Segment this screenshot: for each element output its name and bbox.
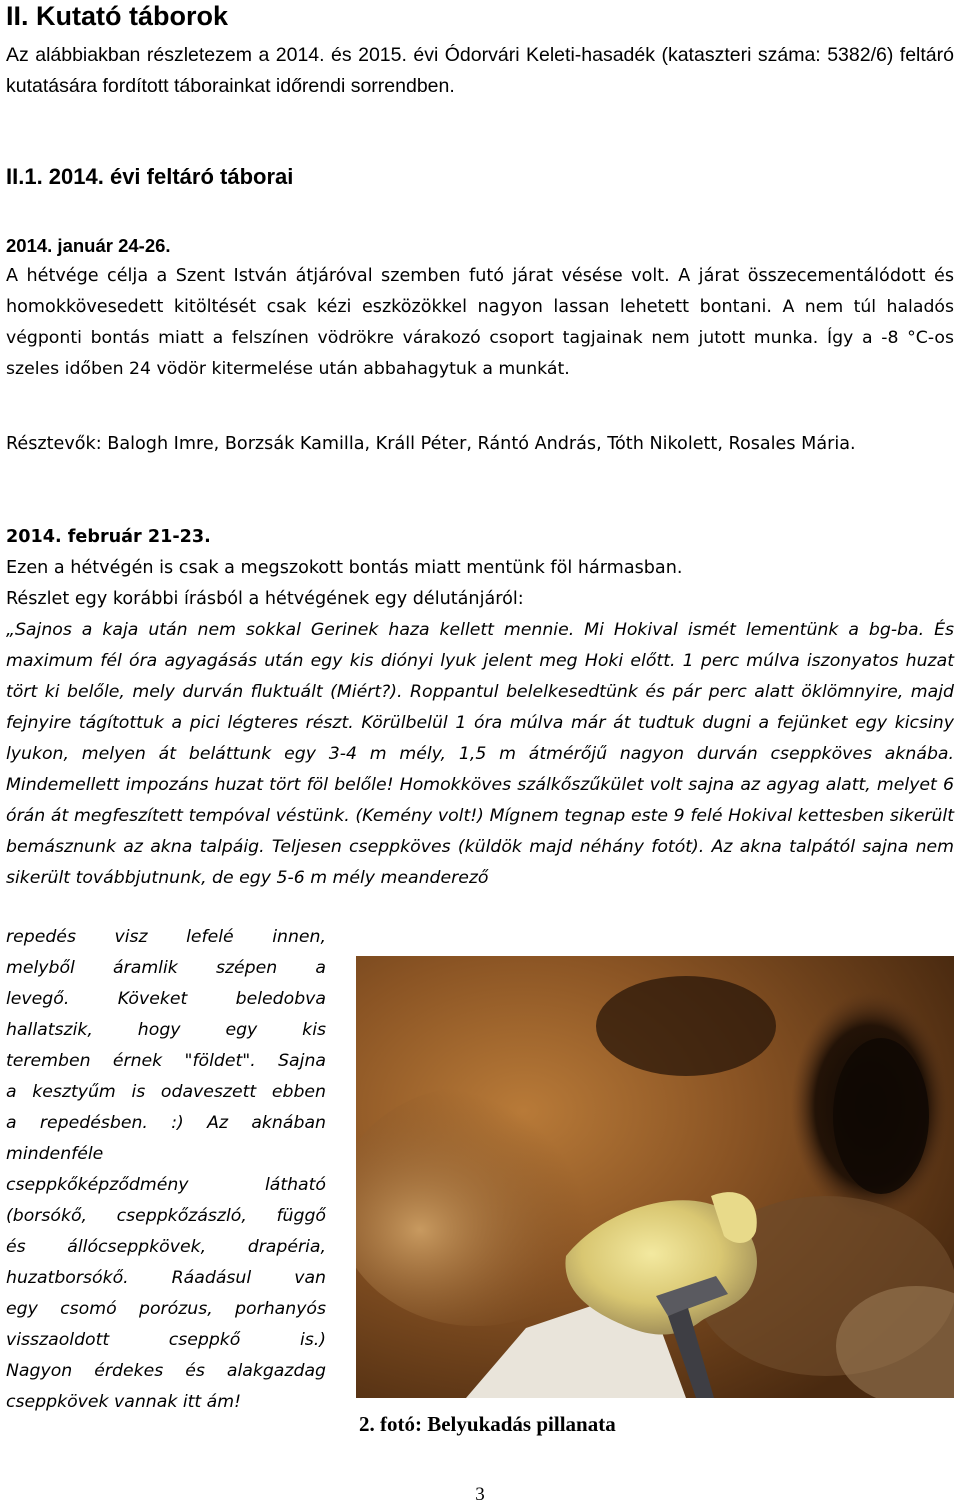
quote-line: Nagyon érdekes és alakgazdag xyxy=(6,1361,326,1381)
camp2-quote: „Sajnos a kaja után nem sokkal Gerinek haza kellett mennie. Mi Hokival ismét lementünk a bg-ba. És maximum fél óra agyagásás után egy kis diónyi lyuk jelent meg Hoki előtt. 1 perc múlva iszonyatos huzat tört ki belőle, mely durván fluktuált (Miért?). Roppantul belelkesedtünk és pár perc alatt öklömnyire, majd fejnyire tágítottuk a pici légteres részt. Körülbelül 1 óra múlva már át tudtuk dugni a fejünket egy kicsiny lyukon, melyen át beláttunk egy 3-4 m mély, 1,5 m átmérőjű nagyon durván cseppköves aknába. Mindemellett impozáns huzat tört föl belőle! Homokköves szálkőszűkület volt sajna az agyag alatt, melyet 6 órán át megfeszített tempóval véstünk. (Kemény volt!) Mígnem tegnap este 9 felé Hokival kettesben sikerült bemásznunk az akna talpáig. Teljesen cseppköves (küldök majd néhány fotót). Az akna talpától sajna nem sikerült továbbjutnunk, de egy 5-6 m mély meanderező xyxy=(6,620,954,888)
chapter-heading: II. Kutató táborok xyxy=(6,1,228,31)
quote-line: hallatszik, hogy egy kis xyxy=(6,1020,326,1040)
page-number: 3 xyxy=(475,1484,485,1505)
quote-line: cseppkövek vannak itt ám! xyxy=(6,1392,242,1412)
cave-photo xyxy=(356,956,954,1398)
camp2-quote-side-column xyxy=(6,922,326,1418)
quote-line: mindenféle xyxy=(6,1144,104,1164)
camp1-date: 2014. január 24-26. xyxy=(6,235,171,256)
quote-line: egy csomó porózus, porhanyós xyxy=(6,1299,326,1319)
quote-line: a kesztyűm is odaveszett ebben xyxy=(6,1082,326,1102)
quote-line: a repedésben. :) Az aknában xyxy=(6,1113,326,1133)
intro-paragraph: Az alábbiakban részletezem a 2014. és 2015. évi Ódorvári Keleti-hasadék (kataszteri száma: 5382/6) feltáró kutatására fordított táborainkat időrendi sorrendben. xyxy=(6,44,954,97)
quote-line: (borsókő, cseppkőzászló, függő xyxy=(6,1206,326,1226)
quote-line: visszaoldott cseppkő is.) xyxy=(6,1330,326,1350)
quote-line: repedés visz lefelé innen, xyxy=(6,927,326,947)
photo-caption: 2. fotó: Belyukadás pillanata xyxy=(359,1412,616,1436)
quote-line: huzatborsókő. Ráadásul van xyxy=(6,1268,326,1288)
quote-line: cseppkőképződmény látható xyxy=(6,1175,326,1195)
camp1-text-part1: A hétvége célja a Szent István átjáróval szemben futó járat vésése volt. A járat összecementálódott és homokkövesedett kitöltését csak kézi eszközökkel nagyon lassan lehetett bontani. xyxy=(6,266,954,317)
camp2-line1: Ezen a hétvégén is csak a megszokott bontás miatt mentünk föl hármasban. xyxy=(6,558,683,578)
camp1-participants: Résztevők: Balogh Imre, Borzsák Kamilla, Králl Péter, Rántó András, Tóth Nikolett, Rosales Mária. xyxy=(6,434,856,454)
section-title: II.1. 2014. évi feltáró táborai xyxy=(6,164,294,189)
quote-line: melyből áramlik szépen a xyxy=(6,958,326,978)
camp1-paragraph xyxy=(6,261,954,385)
quote-line: és állócseppkövek, drapéria, xyxy=(6,1237,326,1257)
quote-line: teremben érnek "földet". Sajna xyxy=(6,1051,326,1071)
quote-line: levegő. Köveket beledobva xyxy=(6,989,326,1009)
camp2-date: 2014. február 21-23. xyxy=(6,527,211,547)
camp2-line2: Részlet egy korábbi írásból a hétvégének egy délutánjáról: xyxy=(6,589,524,609)
camp1-text-part2: A nem túl haladós végponti bontás miatt a felszínen vödrökre várakozó csoport tagjainak nem jutott munka. Így a -8 °C-os szeles időben 24 vödör kitermelése után abbahagytuk a munkát. xyxy=(6,297,954,379)
